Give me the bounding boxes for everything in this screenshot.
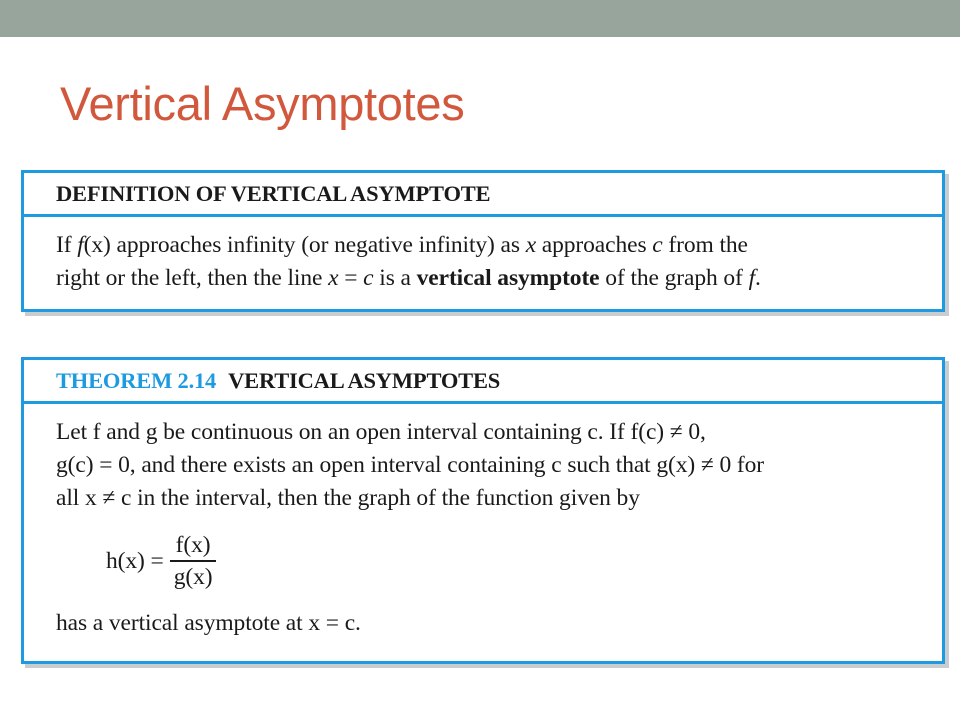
formula-fraction <box>170 530 217 592</box>
theorem-body <box>24 404 942 640</box>
theorem-formula <box>56 515 926 607</box>
definition-box <box>21 170 945 312</box>
formula-denominator: g(x) <box>173 564 213 590</box>
definition-line-2: right or the left, then the line x = c is a vertical asymptote of the graph of f. <box>56 265 761 291</box>
formula-numerator: f(x) <box>170 530 217 562</box>
theorem-number: THEOREM 2.14 <box>56 367 217 393</box>
theorem-line-2: g(c) = 0, and there exists an open interval containing c such that g(x) ≠ 0 for <box>56 452 765 478</box>
formula-lhs: h(x) = <box>106 547 164 574</box>
definition-body <box>24 217 942 295</box>
definition-heading <box>24 173 942 217</box>
top-accent-bar <box>0 0 960 37</box>
theorem-line-3: all x ≠ c in the interval, then the graph of the function given by <box>56 485 640 511</box>
definition-line-1: If f(x) approaches infinity (or negative infinity) as x approaches c from the <box>56 232 748 258</box>
theorem-heading <box>24 360 942 404</box>
theorem-line-1: Let f and g be continuous on an open interval containing c. If f(c) ≠ 0, <box>56 419 706 445</box>
theorem-line-4: has a vertical asymptote at x = c. <box>56 610 361 636</box>
definition-heading-text: DEFINITION OF VERTICAL ASYMPTOTE <box>56 180 491 206</box>
vertical-asymptote-term: vertical asymptote <box>416 265 600 291</box>
theorem-box <box>21 357 945 664</box>
theorem-heading-text: VERTICAL ASYMPTOTES <box>228 367 501 393</box>
slide-title: Vertical Asymptotes <box>60 77 465 130</box>
